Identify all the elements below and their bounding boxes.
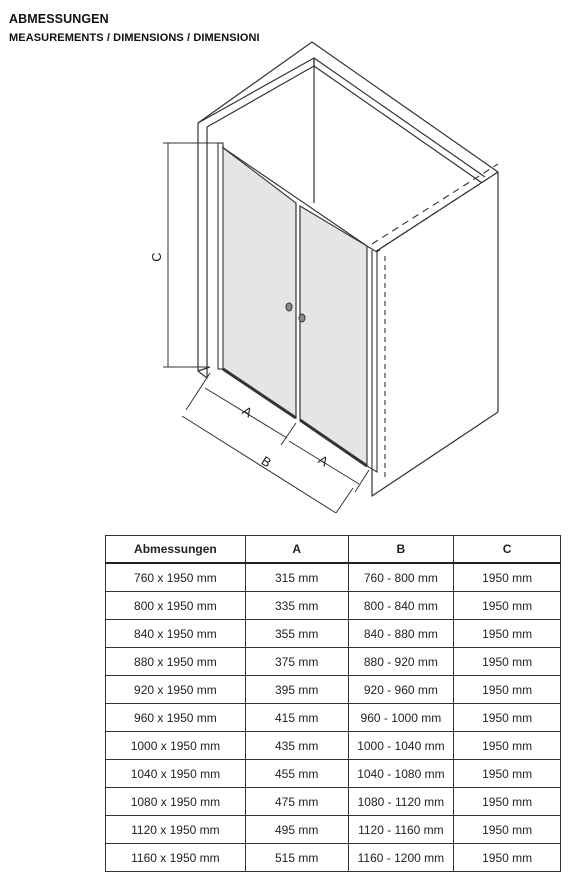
label-a-left: A (239, 402, 255, 421)
cell-b: 1000 - 1040 mm (348, 732, 454, 760)
table-row (106, 788, 561, 816)
cell-b: 880 - 920 mm (348, 648, 454, 676)
cell-b: 1040 - 1080 mm (348, 760, 454, 788)
cell-a: 355 mm (245, 620, 348, 648)
table-row (106, 648, 561, 676)
cell-size: 880 x 1950 mm (106, 648, 246, 676)
table-row (106, 704, 561, 732)
cell-b: 920 - 960 mm (348, 676, 454, 704)
table-row (106, 816, 561, 844)
header-abmessungen: Abmessungen (106, 536, 246, 564)
cell-b: 1120 - 1160 mm (348, 816, 454, 844)
cell-size: 1040 x 1950 mm (106, 760, 246, 788)
cell-size: 920 x 1950 mm (106, 676, 246, 704)
cell-a: 515 mm (245, 844, 348, 872)
cell-a: 315 mm (245, 563, 348, 592)
cell-size: 960 x 1950 mm (106, 704, 246, 732)
table-row (106, 844, 561, 872)
cell-a: 475 mm (245, 788, 348, 816)
label-b: B (258, 452, 274, 471)
cell-b: 1080 - 1120 mm (348, 788, 454, 816)
cell-c: 1950 mm (454, 816, 561, 844)
cell-a: 395 mm (245, 676, 348, 704)
table-row (106, 563, 561, 592)
cell-size: 800 x 1950 mm (106, 592, 246, 620)
cell-size: 1000 x 1950 mm (106, 732, 246, 760)
cell-a: 455 mm (245, 760, 348, 788)
cell-b: 960 - 1000 mm (348, 704, 454, 732)
table-row (106, 620, 561, 648)
cell-c: 1950 mm (454, 732, 561, 760)
cell-size: 1080 x 1950 mm (106, 788, 246, 816)
header-b: B (348, 536, 454, 564)
cell-b: 840 - 880 mm (348, 620, 454, 648)
label-c: C (149, 252, 164, 262)
page-title: ABMESSUNGEN (9, 12, 109, 26)
cell-c: 1950 mm (454, 844, 561, 872)
cell-b: 800 - 840 mm (348, 592, 454, 620)
cell-a: 335 mm (245, 592, 348, 620)
table-row (106, 760, 561, 788)
table-row (106, 732, 561, 760)
dimensions-table (105, 535, 561, 872)
cell-a: 415 mm (245, 704, 348, 732)
cell-b: 760 - 800 mm (348, 563, 454, 592)
cell-c: 1950 mm (454, 648, 561, 676)
label-a-right: A (315, 451, 331, 470)
cell-c: 1950 mm (454, 592, 561, 620)
table-header-row (106, 536, 561, 564)
cell-b: 1160 - 1200 mm (348, 844, 454, 872)
cell-c: 1950 mm (454, 788, 561, 816)
cell-size: 1120 x 1950 mm (106, 816, 246, 844)
cell-c: 1950 mm (454, 563, 561, 592)
cell-c: 1950 mm (454, 676, 561, 704)
cell-a: 495 mm (245, 816, 348, 844)
cell-a: 435 mm (245, 732, 348, 760)
cell-size: 840 x 1950 mm (106, 620, 246, 648)
cell-size: 760 x 1950 mm (106, 563, 246, 592)
cell-c: 1950 mm (454, 704, 561, 732)
cell-size: 1160 x 1950 mm (106, 844, 246, 872)
table-row (106, 676, 561, 704)
page-subtitle: MEASUREMENTS / DIMENSIONS / DIMENSIONI (9, 32, 260, 44)
table-row (106, 592, 561, 620)
cell-a: 375 mm (245, 648, 348, 676)
header-a: A (245, 536, 348, 564)
cell-c: 1950 mm (454, 620, 561, 648)
header-c: C (454, 536, 561, 564)
cell-c: 1950 mm (454, 760, 561, 788)
